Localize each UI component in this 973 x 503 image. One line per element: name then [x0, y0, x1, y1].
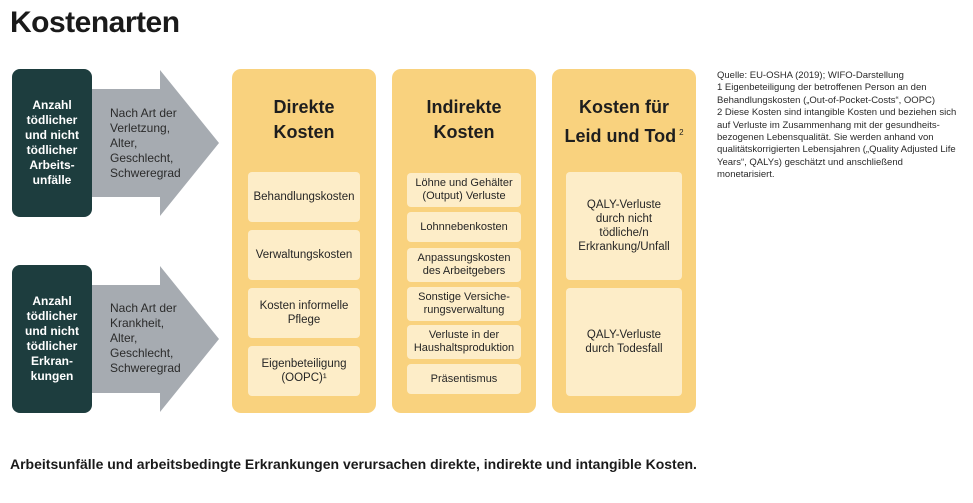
text-line: Pflege: [287, 314, 321, 326]
text-line: rungsverwaltung: [423, 304, 505, 316]
text-line: tödlicher: [26, 113, 78, 127]
panel-leid-und-tod-title: [552, 95, 696, 149]
text-line: kungen: [30, 369, 74, 383]
text-line: (OOPC)¹: [281, 372, 327, 384]
panel-leid-und-tod-title-line2-text: Leid und Tod: [564, 126, 677, 146]
item-praesentismus: [407, 364, 521, 394]
item-kosten-informelle-pflege: [248, 288, 360, 338]
panel-indirekte-kosten-title: [392, 95, 536, 145]
panel-leid-und-tod: [552, 69, 696, 413]
text-line: Präsentismus: [430, 372, 498, 385]
text-line: QALY-Verluste: [586, 199, 662, 211]
arrow-2-text: [110, 301, 198, 376]
text-line: Kosten: [433, 122, 495, 142]
item-verwaltungskosten: [248, 230, 360, 280]
item-eigenbeteiligung: [248, 346, 360, 396]
text-line: durch Todesfall: [585, 343, 663, 355]
footnote-1: 1 Eigenbeteiligung der betroffenen Person an den Behandlungskosten („Out-of-Pocket-Costs“, OOPC): [717, 82, 936, 106]
text-line: Verletzung,: [110, 121, 171, 135]
panel-direkte-kosten-title: [232, 95, 376, 145]
text-line: Kosten informelle: [259, 300, 349, 312]
figure-caption: Arbeitsunfälle und arbeitsbedingte Erkrankungen verursachen direkte, indirekte und intangible Kosten.: [10, 456, 697, 472]
text-line: tödliche/n: [599, 227, 649, 239]
text-line: Geschlecht,: [110, 346, 174, 360]
text-line: Verluste in der: [428, 329, 500, 341]
item-haushaltsproduktion: [407, 325, 521, 359]
item-qaly-todesfall: [566, 288, 682, 396]
item-qaly-nicht-toedlich: [566, 172, 682, 280]
panel-indirekte-kosten: [392, 69, 536, 413]
item-lohnnebenkosten: [407, 212, 521, 242]
footnote-2: 2 Diese Kosten sind intangible Kosten und beziehen sich auf Verluste im Zusammenhang mit der gesundheits-bezogenen Lebensqualität. Sie werden anhand von qualitätskorrigierten Lebensjahren („Quality Adjusted Life Years“, QALYs) geschätzt und anschließend monetarisiert.: [717, 107, 957, 181]
arrow-1-text: [110, 106, 198, 181]
text-line: Eigenbeteiligung: [261, 358, 347, 370]
text-line: Behandlungskosten: [253, 191, 355, 203]
item-anpassungskosten: [407, 248, 521, 282]
item-behandlungskosten: [248, 172, 360, 222]
text-line: Indirekte: [426, 97, 502, 117]
text-line: Haushaltsproduktion: [413, 342, 515, 354]
text-line: durch nicht: [595, 213, 653, 225]
box-arbeitsunfaelle: [12, 69, 92, 217]
text-line: tödlicher: [26, 339, 78, 353]
text-line: Geschlecht,: [110, 151, 174, 165]
text-line: Anpassungskosten: [417, 252, 511, 264]
text-line: Schweregrad: [110, 166, 181, 180]
text-line: Anzahl: [32, 294, 72, 308]
page-title: Kostenarten: [10, 6, 180, 39]
text-line: Verwaltungskosten: [255, 249, 353, 261]
text-line: Lohnnebenkosten: [420, 220, 508, 233]
text-line: Arbeits-: [29, 158, 75, 172]
source-line: Quelle: EU-OSHA (2019); WIFO-Darstellung: [717, 70, 904, 81]
panel-leid-und-tod-title-line1: Kosten für: [579, 97, 669, 117]
text-line: und nicht: [25, 324, 79, 338]
text-line: Löhne und Gehälter: [415, 177, 513, 189]
box-arbeitsunfaelle-text: [25, 98, 79, 188]
text-line: Krankheit,: [110, 316, 165, 330]
text-line: Nach Art der: [110, 301, 177, 315]
text-line: QALY-Verluste: [586, 329, 662, 341]
text-line: Anzahl: [32, 98, 72, 112]
text-line: Alter,: [110, 136, 138, 150]
text-line: Kosten: [273, 122, 335, 142]
text-line: des Arbeitgebers: [422, 265, 506, 277]
text-line: Erkran-: [30, 354, 74, 368]
text-line: Schweregrad: [110, 361, 181, 375]
item-loehne-gehaelter: [407, 173, 521, 207]
text-line: Alter,: [110, 331, 138, 345]
text-line: unfälle: [32, 173, 72, 187]
box-erkrankungen-text: [25, 294, 79, 384]
text-line: Nach Art der: [110, 106, 177, 120]
text-line: (Output) Verluste: [422, 190, 506, 202]
text-line: tödlicher: [26, 309, 78, 323]
item-versicherungsverwaltung: [407, 287, 521, 321]
text-line: und nicht: [25, 128, 79, 142]
text-line: tödlicher: [26, 143, 78, 157]
panel-direkte-kosten: [232, 69, 376, 413]
text-line: Erkrankung/Unfall: [578, 241, 670, 253]
box-erkrankungen: [12, 265, 92, 413]
source-notes: [717, 70, 962, 182]
text-line: Sonstige Versiche-: [418, 291, 510, 303]
text-line: Direkte: [273, 97, 335, 117]
footnote-2-marker: 2: [679, 128, 684, 137]
panel-leid-und-tod-title-line2: [552, 120, 696, 149]
